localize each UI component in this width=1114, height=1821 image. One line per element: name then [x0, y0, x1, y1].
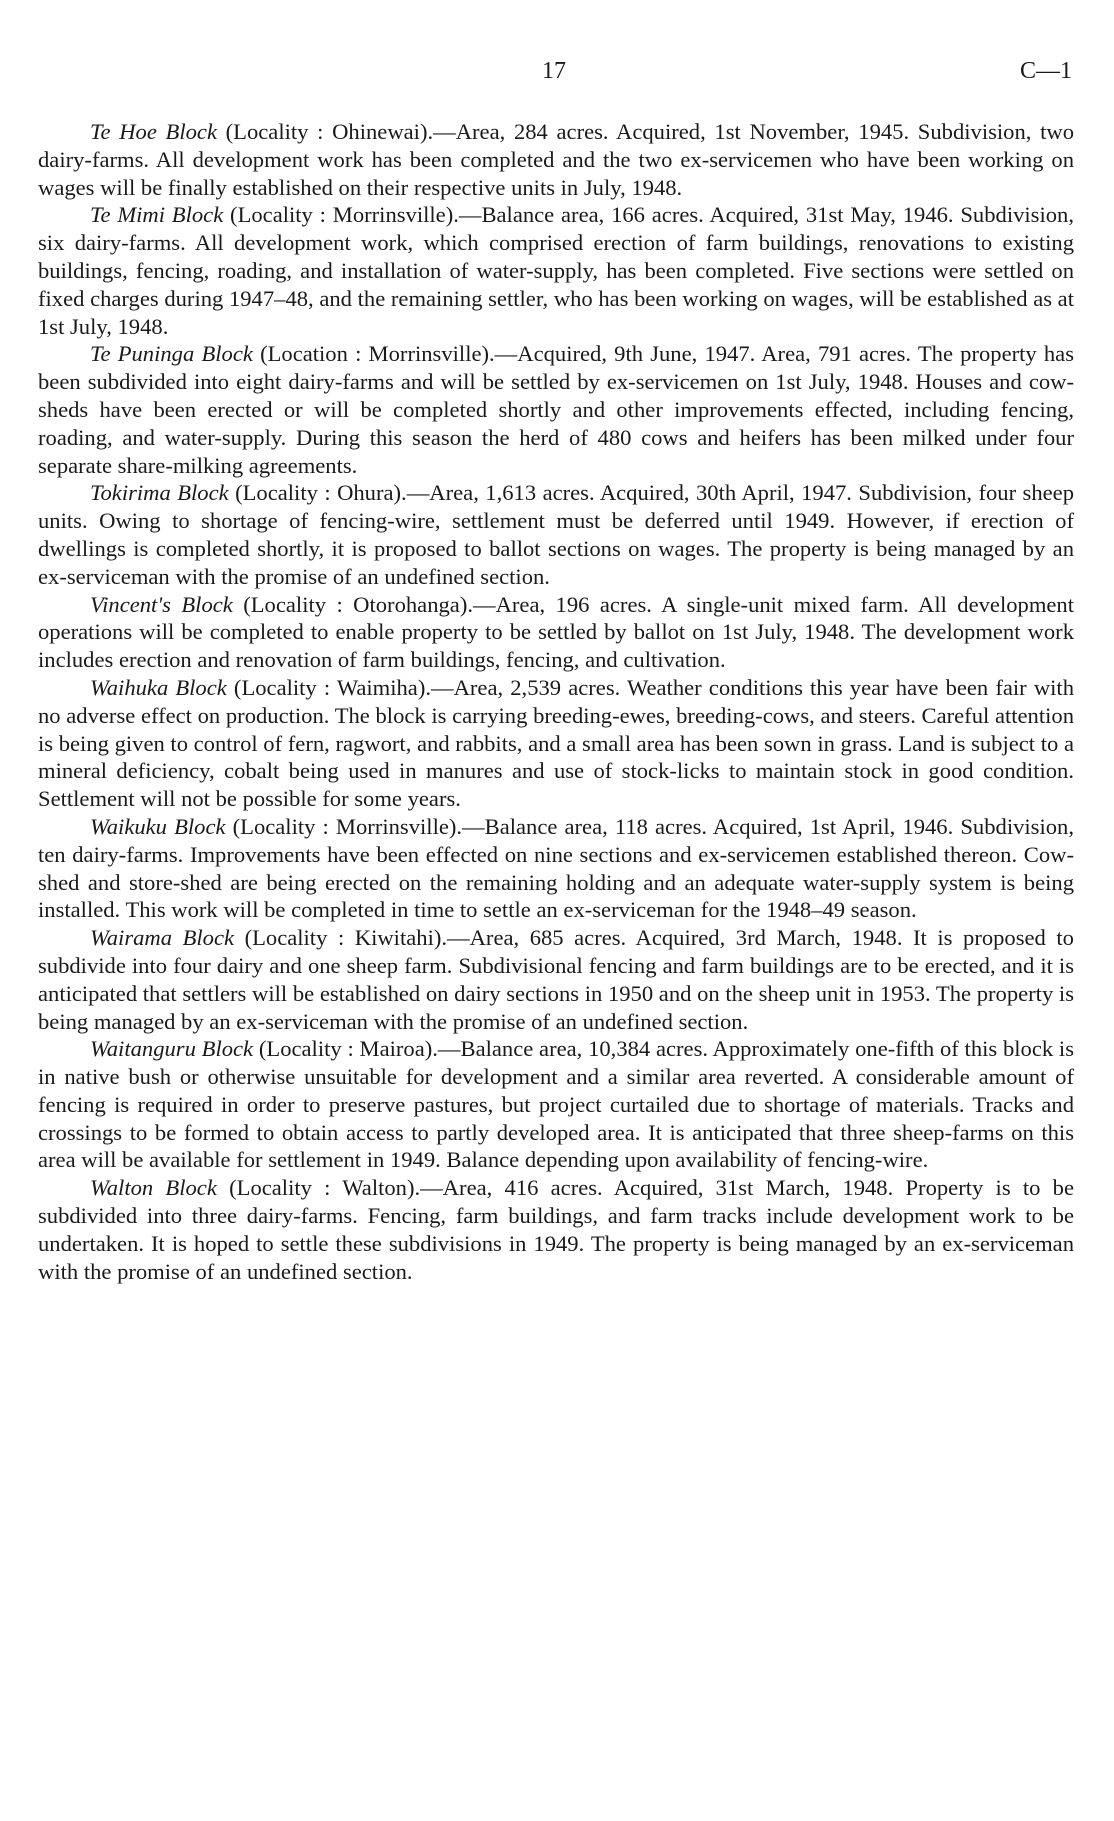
paragraph-text: (Locality : Morrinsville).—Balance area, 118 acres. Acquired, 1st April, 1946. Subdivision, ten dairy-farms. Improvements have been effected on nine sections and ex-servicemen established thereon. Cow-shed and store-shed are being erected on the remaining holding and an adequate water-supply system is being installed. This work will be completed in time to settle an ex-serviceman for the 1948–49 season. [38, 813, 1074, 923]
paragraph-te-puninga [38, 340, 1074, 479]
paragraph-text: (Locality : Kiwitahi).—Area, 685 acres. Acquired, 3rd March, 1948. It is proposed to subdivide into four dairy and one sheep farm. Subdivisional fencing and farm buildings are to be erected, and it is anticipated that settlers will be established on dairy sections in 1950 and on the sheep unit in 1953. The property is being managed by an ex-serviceman with the promise of an undefined section. [38, 925, 1074, 1034]
block-name: Waihuka Block [90, 674, 227, 700]
paragraph-text: (Locality : Morrinsville).—Balance area, 166 acres. Acquired, 31st May, 1946. Subdivision, six dairy-farms. All development work, which comprised erection of farm buildings, renovations to existing buildings, fencing, roading, and installation of water-supply, has been completed. Five sections were settled on fixed charges during 1947–48, and the remaining settler, who has been working on wages, will be established as at 1st July, 1948. [38, 202, 1074, 339]
paragraph-text: (Locality : Waimiha).—Area, 2,539 acres. Weather conditions this year have been fair with no adverse effect on production. The block is carrying breeding-ewes, breeding-cows, and steers. Careful attention is being given to control of fern, ragwort, and rabbits, and a small area has been sown in grass. Land is subject to a mineral deficiency, cobalt being used in manures and use of stock-licks to maintain stock in good condition. Settlement will not be possible for some years. [38, 674, 1074, 812]
paragraph-text: (Locality : Mairoa).—Balance area, 10,384 acres. Approximately one-fifth of this block is in native bush or otherwise unsuitable for development and a similar area reverted. A considerable amount of fencing is required in order to preserve pastures, but project curtailed due to shortage of materials. Tracks and crossings to be formed to obtain access to partly developed area. It is anticipated that three sheep-farms on this area will be available for settlement in 1949. Balance depending upon availability of fencing-wire. [38, 1036, 1074, 1173]
block-name: Waitanguru Block [90, 1036, 254, 1062]
block-name: Te Puninga Block [90, 341, 253, 367]
paragraph-text: (Location : Morrinsville).—Acquired, 9th June, 1947. Area, 791 acres. The property has been subdivided into eight dairy-farms and will be settled by ex-servicemen on 1st July, 1948. Houses and cow-sheds have been erected or will be completed shortly and other improvements effected, including fencing, roading, and water-supply. During this season the herd of 480 cows and heifers has been milked under four separate share-milking agreements. [38, 341, 1074, 478]
paragraph-text: (Locality : Otorohanga).—Area, 196 acres. A single-unit mixed farm. All development operations will be completed to enable property to be settled by ballot on 1st July, 1948. The development work includes erection and renovation of farm buildings, fencing, and cultivation. [38, 591, 1074, 673]
page-number: 17 [542, 58, 566, 84]
paragraph-text: (Locality : Ohura).—Area, 1,613 acres. Acquired, 30th April, 1947. Subdivision, four sheep units. Owing to shortage of fencing-wire, settlement must be deferred until 1949. However, if erection of dwellings is completed shortly, it is proposed to ballot sections on wages. The property is being managed by an ex-serviceman with the promise of an undefined section. [38, 480, 1074, 589]
block-name: Vincent's Block [90, 591, 233, 617]
paragraph-waitanguru [38, 1035, 1074, 1174]
block-name: Walton Block [90, 1175, 217, 1201]
paragraph-tokirima [38, 479, 1074, 590]
document-code: C—1 [1019, 58, 1072, 84]
paragraph-wairama [38, 924, 1074, 1035]
paragraph-vincents [38, 591, 1074, 674]
block-name: Waikuku Block [90, 813, 226, 839]
block-name: Wairama Block [90, 925, 235, 951]
paragraph-waihuka [38, 674, 1074, 813]
paragraph-text: (Locality : Walton).—Area, 416 acres. Acquired, 31st March, 1948. Property is to be subdivided into three dairy-farms. Fencing, farm buildings, and farm tracks include development work to be undertaken. It is hoped to settle these subdivisions in 1949. The property is being managed by an ex-serviceman with the promise of an undefined section. [38, 1175, 1074, 1284]
paragraph-te-hoe [38, 118, 1074, 201]
paragraph-waikuku [38, 813, 1074, 924]
block-name: Tokirima Block [90, 480, 229, 506]
page-header [0, 52, 1114, 86]
document-body [38, 118, 1074, 1285]
paragraph-text: (Locality : Ohinewai).—Area, 284 acres. Acquired, 1st November, 1945. Subdivision, two dairy-farms. All development work has been completed and the two ex-servicemen who have been working on wages will be finally established on their respective units in July, 1948. [38, 119, 1074, 200]
paragraph-te-mimi [38, 201, 1074, 340]
paragraph-walton [38, 1174, 1074, 1285]
block-name: Te Hoe Block [90, 119, 217, 144]
block-name: Te Mimi Block [90, 202, 224, 228]
